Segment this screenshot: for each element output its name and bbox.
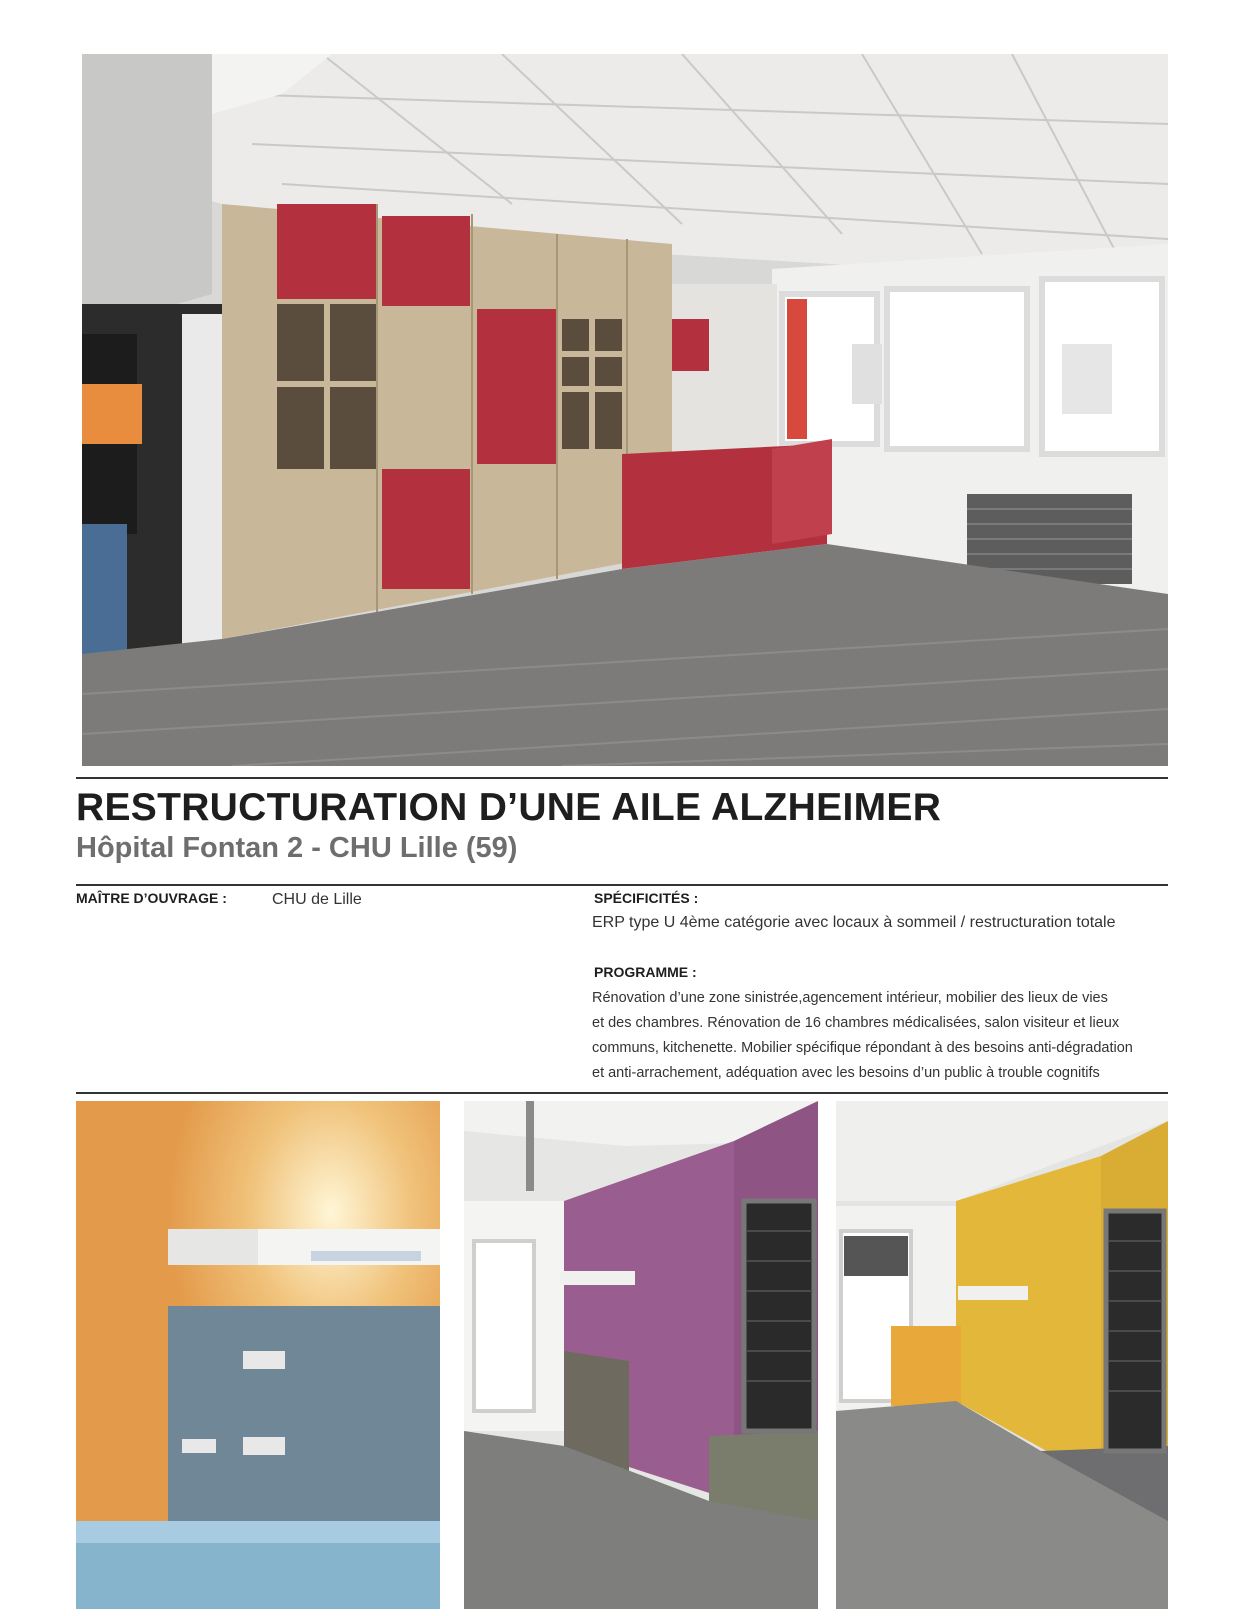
programme-line: et anti-arrachement, adéquation avec les besoins d’un public à trouble cognitifs [592,1065,1100,1081]
project-subtitle: Hôpital Fontan 2 - CHU Lille (59) [76,832,518,864]
divider-top [76,777,1168,779]
specs-value: ERP type U 4ème catégorie avec locaux à sommeil / restructuration totale [592,914,1116,931]
project-title: RESTRUCTURATION D’UNE AILE ALZHEIMER [76,786,942,829]
divider-bottom [76,1092,1168,1094]
programme-line: communs, kitchenette. Mobilier spécifique répondant à des besoins anti-dégradation [592,1040,1133,1056]
programme-line: Rénovation d’une zone sinistrée,agencement intérieur, mobilier des lieux de vies [592,990,1108,1006]
specs-label: SPÉCIFICITÉS : [594,890,699,906]
photo-yellow-room [836,1101,1168,1609]
owner-value: CHU de Lille [272,891,362,908]
owner-label: MAÎTRE D’OUVRAGE : [76,890,227,906]
hero-photo-common-room [82,54,1168,766]
photo-orange-room [76,1101,440,1609]
programme-line: et des chambres. Rénovation de 16 chambres médicalisées, salon visiteur et lieux [592,1015,1120,1031]
photo-purple-room [464,1101,818,1609]
divider-middle [76,884,1168,886]
programme-label: PROGRAMME : [594,964,697,980]
